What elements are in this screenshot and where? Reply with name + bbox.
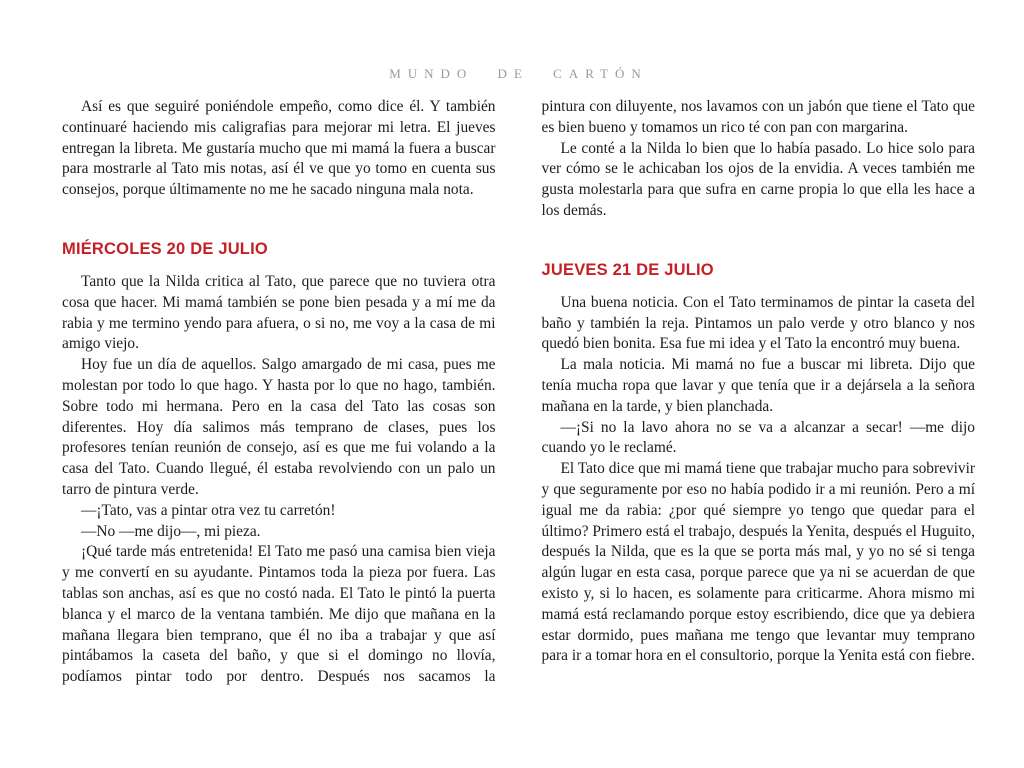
paragraph: Hoy fue un día de aquellos. Salgo amargado de mi casa, pues me molestan por todo lo que hago. Y hasta por lo que no hago, también. Sobre todo mi hermana. Pero en la casa del Tato las cosas son diferentes. Hoy día salimos más temprano de clases, pues los profesores tenían reunión de consejo, así es que me fui volando a la casa del Tato. Cuando llegué, él estaba revolviendo con un palo un tarro de pintura verde.	[62, 356, 496, 498]
column-right	[542, 97, 976, 688]
running-header: MUNDO DE CARTÓN	[389, 66, 648, 81]
paragraph: Una buena noticia. Con el Tato terminamos de pintar la caseta del baño y también la reja. Pintamos un palo verde y otro blanco y nos quedó bien bonita. Esa fue mi idea y el Tato la encontró muy buena.	[541, 293, 975, 353]
date-heading-jueves-21-de-julio: JUEVES 21 DE JULIO	[541, 260, 714, 279]
paragraph: La mala noticia. Mi mamá no fue a buscar mi libreta. Dijo que tenía mucha ropa que lavar y que tenía que ir a dejársela a la señora mañana en la tarde, y bien planchada.	[541, 356, 975, 415]
paragraph: Tanto que la Nilda critica al Tato, que parece que no tuviera otra cosa que hacer. Mi mamá también se pone bien pesada y a mí me da rabia y me termino yendo para afuera, o si no, me voy a la casa de mi amigo viejo.	[62, 272, 496, 353]
paragraph-continuation: pintura con diluyente, nos lavamos con un jabón que tiene el Tato que es bien bueno y tomamos un rico té con pan con margarina.	[541, 98, 975, 136]
page-columns	[62, 97, 975, 688]
dialogue-line: —No —me dijo—, mi pieza.	[81, 522, 261, 540]
dialogue-line: —¡Si no la lavo ahora no se va a alcanzar a secar! —me dijo cuando yo le reclamé.	[541, 418, 975, 457]
paragraph: Le conté a la Nilda lo bien que lo había pasado. Lo hice solo para ver cómo se le achicaban los ojos de la envidia. A veces también me gusta molestarla para que sufra en carne propia lo que ella les hace a los demás.	[541, 139, 975, 219]
dialogue-line: —¡Tato, vas a pintar otra vez tu carretón!	[81, 501, 336, 519]
date-heading-miercoles-20-de-julio: MIÉRCOLES 20 DE JULIO	[62, 239, 268, 258]
paragraph: El Tato dice que mi mamá tiene que trabajar mucho para sobrevivir y que seguramente por eso no había podido ir a mi reunión. Pero a mí igual me da rabia: ¿por qué siempre yo tengo que quedar para el último? Primero está el trabajo, después la Yenita, después el Huguito, después la Nilda, que es la que se porta más mal, y yo no sé si tenga algún lugar en esta casa, porque parece que ya ni se acuerdan de que existo y, si lo hacen, es solamente para criticarme. Ahora mismo mi mamá está reclamando porque estoy escribiendo, dice que ya debiera estar dormido, pues mañana me tengo que levantar muy temprano para ir a tomar hora en el consultorio, porque la Yenita está con fiebre.	[541, 460, 975, 665]
column-left	[62, 97, 496, 688]
paragraph: Así es que seguiré poniéndole empeño, como dice él. Y también continuaré haciendo mis caligrafias para mejorar mi letra. El jueves entregan la libreta. Me gustaría mucho que mi mamá la fuera a buscar para mostrarle al Tato mis notas, así él ve que yo tomo en cuenta sus consejos, porque últimamente no me he sacado ninguna mala nota.	[62, 98, 496, 199]
paragraph-continues-next-column: ¡Qué tarde más entretenida! El Tato me pasó una camisa bien vieja y me convertí en su ayudante. Pintamos toda la pieza por fuera. Las tablas son anchas, así es que no costó nada. El Tato le pintó la puerta blanca y el marco de la ventana también. Me dijo que mañana en la mañana llegara bien temprano, que él no iba a trabajar y que así pintábamos la caseta del baño, y que si el domingo no llovía, podíamos pintar todo por dentro. Después nos sacamos la	[62, 543, 496, 686]
